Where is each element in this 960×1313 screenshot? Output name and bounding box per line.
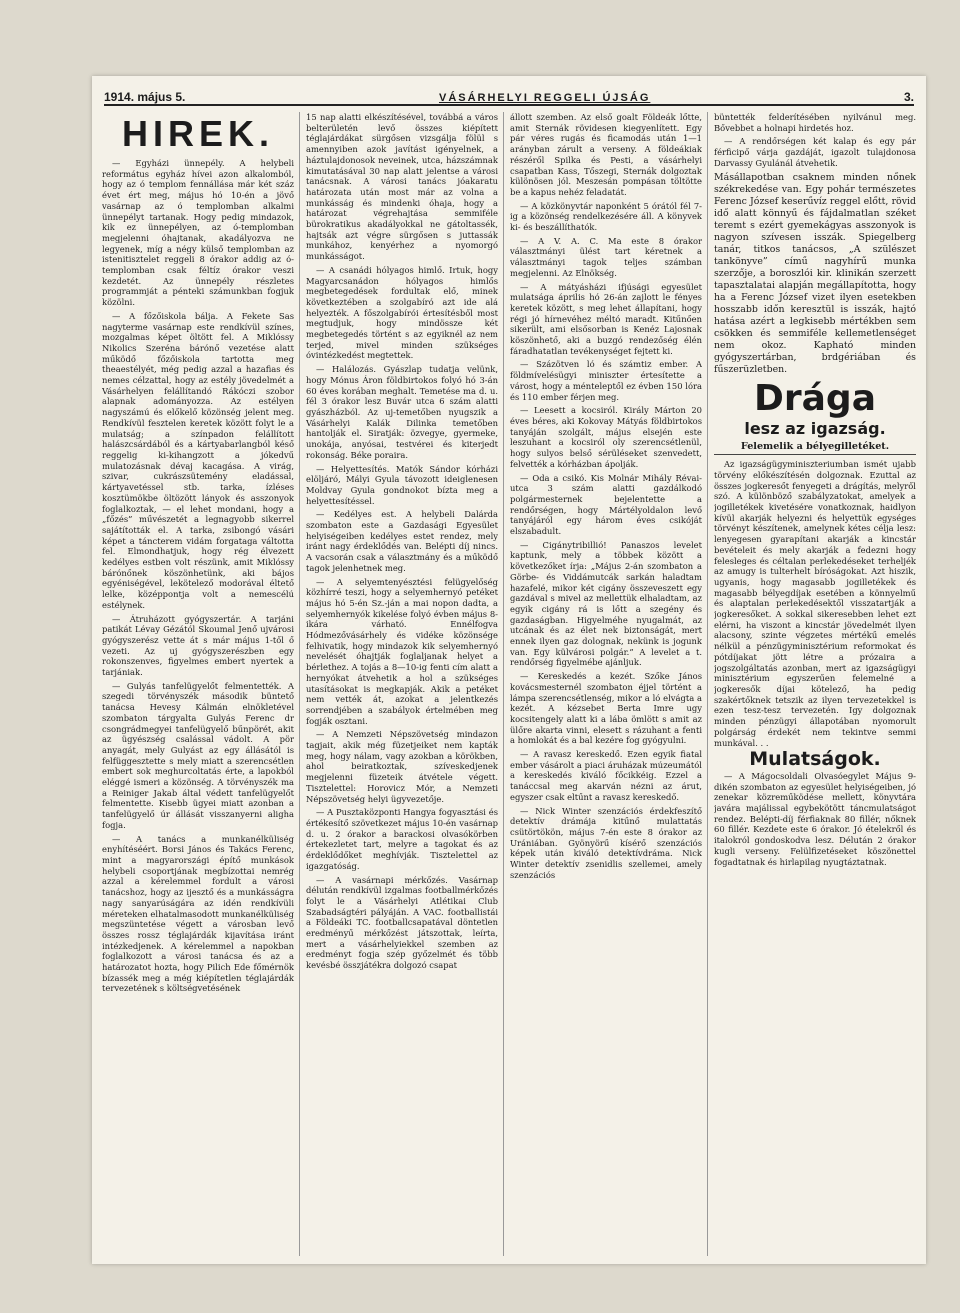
column-divider <box>299 112 300 1256</box>
article: — Gulyás tanfelügyelőt felmentették. A szegedi törvényszék második büntető tanácsa Hevesy Kálmán elnökletével szombaton tárgyalta Gulyás Ferenc dr csongrádmegyei tanfelügyelő bűnpörét, akit az ügyészség csalással vádolt. A pör anyagát, mely Gulyást az egy állásától is felfüggesztette s mely miatt a szerencsétlen embert sok meghurcoltatás érte, a lapokból eléggé ismeri a közönség. A törvényszék ma a Reiniger Jakab által védett tanfelügyelőt felmentette. Kisebb ügyei miatt azonban a tanfelügyelő úr állását visszanyerni aligha fogja. <box>102 680 294 830</box>
column-divider <box>707 112 708 1256</box>
article: — A főzőiskola bálja. A Fekete Sas nagyterme vasárnap este rendkívül színes, mozgalmas képet öltött fel. A Miklóssy Nikolics Szeréna bárónő vezetése alatt működő főzőiskola tartotta meg theaestélyét, még pedig azzal a hazafias és nemes célzattal, hogy az estély jövedelmét a Vásárhelyen felállítandó Rákóczi szobor alapnak adományozza. Az estélyen nagyszámú és előkelő közönség jelent meg. Rendkívül fesztelen keretek között folyt le a mulatság; a színpadon felállított halászcsárdából és a kártyabarlangból késő reggelig ki-kihangzott a jókedvű mulatozásnak dévaj kacagása. A virág, szivar, cukrászsütemény eladással, kártyavetéssel stb. tarka, ízléses kosztümökbe öltözött lányok és asszonyok foglalkoztak, — el lehet mondani, hogy a „főzés” művészetét a legnagyobb sikerrel sajátították el. A tarka, zsibongó vásári képet a táncterem vidám forgataga váltotta fel. Elmondhatjuk, hogy rég élvezett kedélyes estben volt részünk, amit Miklóssy bárónőnek köszönhetünk, aki bájos egyéniségével, lekötelező modorával éltető lelke, középpontja volt a nemescélú estélynek. <box>102 310 294 610</box>
article: — Százötven ló és számtiz ember. A földmívelésügyi miniszter értesítette a várost, hogy a ménteleptől ez évben 150 lóra és 110 ember férjen meg. <box>510 359 702 402</box>
article-continuation: büntették felderítésében nyilvánul meg. Bővebbet a holnapi hirdetés hoz. <box>714 112 916 133</box>
article: — A Mágocsoldali Olvasóegylet Május 9-dikén szombaton az egyesület helyiségeiben, jó zenekar közreműködése mellett, könyvtára javára majálissal egybekötött táncmulatságot rendez. Belépti-díj férfiaknak 80 fillér, nőknek 60 fillér. Kezdete este 6 órakor. Jó ételekről és italokról gondoskodva lesz. Délután 2 órakor kugli verseny. Felülfizetéseket köszönettel fogadtatnak és hirlapilag nyugtáztatnak. <box>714 770 916 867</box>
issue-date: 1914. május 5. <box>104 90 186 104</box>
column-3 <box>510 112 702 1260</box>
article: — Átruházott gyógyszertár. A tarjáni patikát Lévay Gézától Skoumal Jenő ujvárosi gyógyszerész vette át s már május 1-től ő vezeti. Az uj gyógyszerészben egy rokonszenves, figyelmes embert nyertek a tarjániak. <box>102 613 294 678</box>
article: — Halálozás. Gyászlap tudatja velünk, hogy Mónus Áron földbirtokos folyó hó 3-án 60 éves korában meghalt. Temetése ma d. u. fél 3 órakor lesz Buvár utca 6 szám alatti gyászházból. Az uj-temetőben nyugszik a Vásárhelyi Kalák Dilinka temetőben hantolják el. Siratják: özvegye, gyermeke, unokája, anyósai, testvérei és kiterjedt rokonság. Béke poraira. <box>306 364 498 460</box>
masthead <box>104 84 914 106</box>
column-divider <box>503 112 504 1256</box>
column-2 <box>306 112 498 1260</box>
article: — Kereskedés a kezét. Szőke János kovácsmesternél szombaton éjjel történt a lámpa szerencsétlenség, mikor a ló elvágta a kezét. A kézsebet Berta Imre ugy kocsitengely alatt ki a lába ömlött s amit az ülőre akarta vinni, elesett s rázuhant a fenti a homlokát és a bal kezére fog gyógyulni. <box>510 671 702 746</box>
article-headline: Felemelik a bélyegilletéket. <box>714 442 916 456</box>
article: — Helyettesítés. Matók Sándor kórházi elöljáró, Mályi Gyula távozott ideiglenesen Moldvay Gyula gondnokot bízta meg a helyettesítéssel. <box>306 463 498 506</box>
article: — Oda a csikó. Kis Molnár Mihály Révai-utca 3 szám alatti gazdálkodó polgármesternek bejelentette a rendőrségen, hogy Mártélyoldalon levő tanyájáról egy három éves csikóját elszabadult. <box>510 472 702 537</box>
advertisement-headline: Drága <box>754 377 876 419</box>
section-title: Mulatságok. <box>749 748 881 771</box>
article: — A selyemtenyésztési felügyelőség közhírré teszi, hogy a selyemhernyó petéket május hó 5-én Sz.-ján a mai nopon dadta, a selyemhernyók kikelése folyó évben május 8-ikára várható. Ennélfogva Hódmezővásárhely és vidéke közönsége felhivatik, hogy mindazok kik selyemhernyó nevelését óhajtják foglaljanak helyet a bérlethez. A tojás a 8—10-ig fenti cím alatt a hernyókat átvehetik a hol a szükséges utasításokat is megkapják. Akik a petéket nem vették át, azokat a jelentkezés sorrendjében a szabályok értelmében meg fogják osztani. <box>306 576 498 726</box>
article: — A tanács a munkanélküliség enyhítéséért. Borsi János és Takács Ferenc, mint a magyarországi építő munkások helybeli csoportjának megbízottai nemrég azzal a kérelemmel fordult a városi tanácshoz, hogy az ijesztő és a munkásságra nagy sanyarúságára az idén rendkívüli méreteken elhatalmasodott munkanélküliség megszüntetése végett a városban levő összes rossz téglajárdák kijavítása iránt intézkedjenek. A kérelemmel a napokban foglalkozott a városi tanácsa és az a határozatot hozta, hogy Pilich Ede főmérnök bízassék meg a még kiépítetlen téglajárdák tervezetének s költségvetésének <box>102 833 294 994</box>
article: — A Nemzeti Népszövetség mindazon tagjait, akik még füzetjeiket nem kapták meg, hogy nálam, vagy azokban a körökben, ahol beiratkoztak, szíveskedjenek megjelenni füzeteik átvétele végett. Tisztelettel: Horovicz Mór, a Nemzeti Népszövetség helyi ügyvezetője. <box>306 729 498 804</box>
article: — Nick Winter szenzációs érdekfeszítő detektív drámája kitűnő mulattatás csütörtökön, május 7-én este 8 órakor az Urániában. Gyönyörű kísérő szenzációs képek után kiváló detektívdráma. Nick Winter detektív zsenidlis szellemei, amely szenzációs <box>510 805 702 880</box>
newspaper-page <box>92 76 926 1264</box>
page-number: 3. <box>903 90 914 104</box>
article: — Egyházi ünnepély. A helybeli református egyház hívei azon alkalomból, hogy az ó templom fennállása már két száz évet ért meg, május hó 10-én a jövő vasárnap az ó templomban alkalmi ünnepélyt tartanak. Hogy pedig mindazok, kik ez ünnepélyen, az ó-templomban megjelenni óhajtanak, akadályozva ne legyenek, míg a négy külső templomban az istenitisztelet reggeli 8 órakor addig az ó-templomban csak féltíz órakor veszi kezdetét. Az ünnepély részletes programmját a pénteki számunkban fogjuk közölni. <box>102 158 294 308</box>
article-continuation: 15 nap alatti elkészítésével, továbbá a város belterületén levő összes kiépített téglajárdákat sürgősen vizsgálja fölül s amennyiben azok javítást igényelnek, a háztulajdonosok neveinek, utca, házszámnak kimutatásával 30 nap alatt jelentse a városi tanácsnak. A városi tanács jóakaratu határozata után most már az volna a munkásság és mindenki óhaja, hogy a határozat végrehajtása semmiféle bürokratikus akadályokkal ne gátoltassék, hajtsák azt végre sürgősen s juttassák munkához, kenyérhez a nyomorgó munkásságot. <box>306 112 498 262</box>
column-1 <box>102 112 294 1260</box>
newspaper-name: VÁSÁRHELYI REGGELI ÚJSÁG <box>438 92 651 104</box>
article: Az igazságügyminiszteriumban ismét ujabb törvény előkészítésén dolgoznak. Ezuttal az összes jogkeresőt fenyegeti a drágítás, melyről szó. A különböző szabályzatokat, amelyek a jogilletékek kivetésére vonatkoznak, haidlyon kívül akarják helyezni és helyettük egységes törvényt készítenek, amelynek kétes célja lesz: lenyegesen gyarapítani akarják a kincstár bevételeit és mely akarják a fedezni hogy felesleges és céltalan perlekedéseket terheljék az amugy is tulterhelt bíróságokat. Azt hiszik, ugyanis, hogy magasabb jogilletékek és magasabb bélyegdíjak esetében a könnyelmű és alaptalan perlekedésektől visszatartják a jogkeresőket. A sokkal sikeresebben lehet ezt elérni, ha viszont a kincstár jövedelmét ilyen alacsony, szinte végzetes mértékű emelés nélkül a pénzügyminisztérium reformokat és pótdíjakat jött létre a prózaira a jogszolgáltatás azonban, mert az igazságügyi minisztérium egyszerűen felemelné a jogkeresők díjai kötelező, ha pedig szakértőknek tetszik az ilyen tervezetekkel is ezen tesz-tesz tervezetén. Igy dolgoznak minden pénzügyi állapotában nyomorult polgárság érdekét nem tekintve semmi munkával. . . <box>714 459 916 748</box>
article: — Kedélyes est. A helybeli Dalárda szombaton este a Gazdasági Egyesület helyiségeiben kedélyes estet rendez, mely iránt nagy érdeklődés van. Belépti díj nincs. A vacsorán csak a választmány és a működő tagok jelenhetnek meg. <box>306 509 498 573</box>
article: — A közkönyvtár naponként 5 órától fél 7-ig a közönség rendelkezésére áll. A könyvek ki- és beszállíthatók. <box>510 200 702 233</box>
article-continuation: állott szemben. Az első goalt Földeák lőtte, amit Sternák rövidesen kiegyenlített. Egy pár véres rugás és ficamodás után 1—1 arányban zárult a verseny. A földeákiak részéről Spilka és Pesti, a vásárhelyi csapatban Kass, Tőszegi, Sternák dolgoztak különösen jól. Meszesán pompásan töltötte be a kapus nehéz feladatát. <box>510 112 702 197</box>
police-notice: — A rendőrségen két kalap és egy pár férficipő várja gazdáját, igazolt tulajdonosa Darvassy Gyulánál átvehetik. <box>714 136 916 168</box>
article: — A Pusztaközponti Hangya fogyasztási és értékesítő szövetkezet május 10-én vasárnap d. u. 2 órakor a barackosi olvasókörben értekezletet tart, melyre a tagokat és az érdeklődőket meghívják. Tisztelettel az igazgatóság. <box>306 807 498 871</box>
article: — Cigánytribillió! Panaszos levelet kaptunk, mely a többek között a következőket írja: „Május 2-án szombaton a Görbe- és Viddámutcák sarkán haladtam hazafelé, mikor két cigány összeveszett egy gazdával s mivel az mellettük elhaladtam, az egyik cigány rá is lőtt a szegény és gazdaságban. Higyelméhe nyugalmát, az utcának és az élet nek biztonságát, mert ennek ilyen gaz dolognak, nekünk is jogunk van. Egy külvárosi polgár.” A levelet a t. rendőrség figyelmébe ajánljuk. <box>510 539 702 668</box>
article: — A V. A. C. Ma este 8 órakor választmányi ülést tart kéretnek a választmányi tagok teljes számban megjelenni. Az Elnökség. <box>510 235 702 278</box>
advertisement-text: Másállapotban csaknem minden nőnek székrekedése van. Egy pohár természetes Ferenc József keserűvíz reggel előtt, rövid idő alatt könnyű és fájdalmatlan széket teremt s ezért gyemekágyas asszonyok is nagyon szívesen isszák. Spiegelberg tanár, titkos tanácsos, „A szülészet tankönyve” című nagyhírű munka szerzője, a boroszlói kir. klinikán szerzett tapasztalatai alapján megállapította, hogy ha a Ferenc József vizet ilyen esetekben hosszabb időn keresztül is isszák, hajtó hatása azért a legkisebb mértékben sem csökken és semmiféle kellemetlenséget nem okoz. Kapható minden gyógyszertárban, brdgériában és fűszerüzletben. <box>714 171 916 375</box>
article: — A vasárnapi mérkőzés. Vasárnap délután rendkívül izgalmas footballmérkőzés folyt le a Vásárhelyi Atlétikai Club Szabadságtéri pályáján. A VAC. footballistái a Földeáki TC. footballcsapatával döntetlen eredményű mérkőzést játszottak, leírta, mert a vásárhelyiekkel szemben az eredményt fogja szép győzelmét és több kevésbé összjátékra dolgozó csapat <box>306 874 498 971</box>
section-title: HIREK. <box>121 113 274 154</box>
article: — A csanádi hólyagos himlő. Irtuk, hogy Magyarcsanádon hólyagos himlős megbetegedések fordultak elő, minek következtében a szolgabíró azt ide alá helyezték. A főszolgabírói értesítésből most megtudjuk, hogy mindössze két megbetegedés történt s az egyiknél az nem terjed, mivel minden szükséges óvintézkedést megtettek. <box>306 264 498 361</box>
article: — A mátyásházi ifjúsági egyesület mulatsága április hó 26-án zajlott le fényes keretek között, s meg lehet állapítani, hogy régi jó hírnevéhez méltó maradt. Kitűnően sikerült, ami elsősorban is Kenéz Lajosnak köszönhető, aki a buzgó rendezőség élén fáradhatatlan tevékenységet fejtett ki. <box>510 281 702 356</box>
article: — Leesett a kocsiról. Király Márton 20 éves béres, aki Kokovay Mátyás földbirtokos tanyáján szolgált, május elsején este leszuhant a kocsiról oly szerencsétlenül, hogy sulyos belső sérüléseket szenvedett, felvették a kórházban ápolják. <box>510 405 702 469</box>
column-4 <box>714 112 916 1260</box>
advertisement-subheadline: lesz az igazság. <box>744 418 886 438</box>
article: — A ravasz kereskedő. Ezen egyik fiatal ember vásárolt a piaci áruházak múzeumától a kereskedés kiváló főcikkéig. Ezzel a tanáccsal meg akarván nézni az árut, egyszer csak eltűnt a ravasz kereskedő. <box>510 749 702 802</box>
